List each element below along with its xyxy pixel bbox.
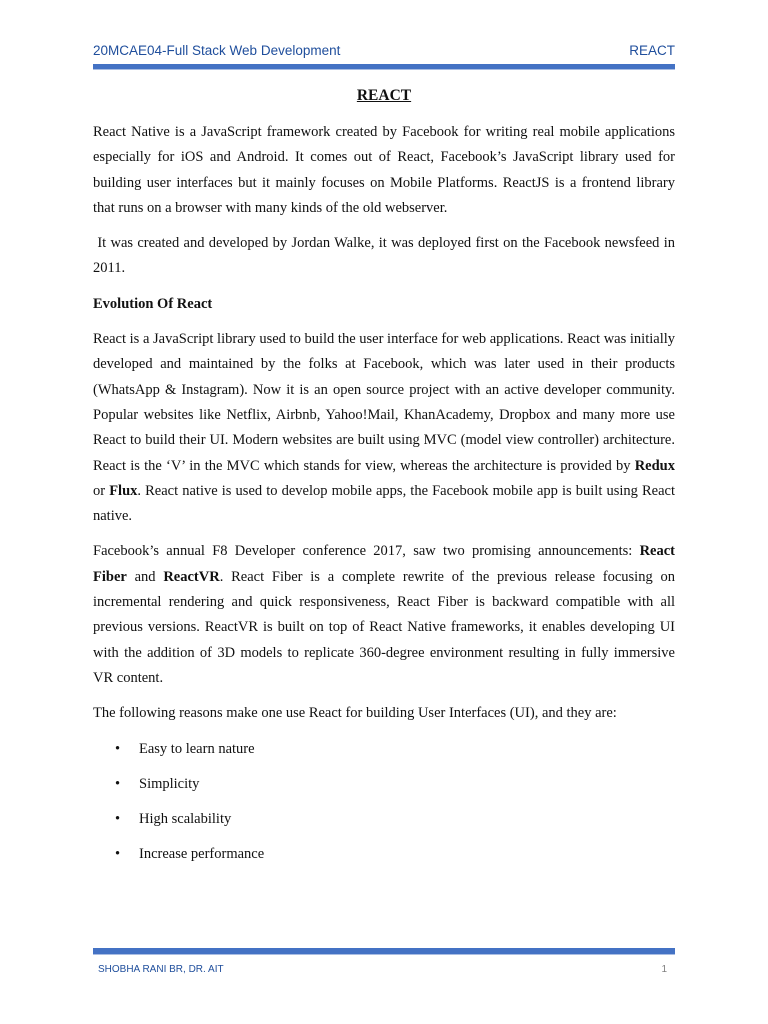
paragraph-f8-intro: Facebook’s annual F8 Developer conference 2017, saw two promising announcements:: [93, 543, 633, 560]
list-item: [93, 807, 675, 832]
or-text: or: [93, 482, 106, 499]
list-item: [93, 772, 675, 797]
bullet-icon: •: [115, 810, 121, 827]
paragraph-reasons-intro: The following reasons make one use React for building User Interfaces (UI), and they are:: [93, 705, 617, 722]
list-item-text: High scalability: [139, 810, 232, 827]
section-heading-evolution: Evolution Of React: [93, 295, 213, 312]
paragraph-f8: [93, 539, 675, 691]
page-number: 1: [661, 964, 667, 975]
list-item: [93, 842, 675, 867]
flux-term: Flux: [109, 482, 138, 499]
redux-term: Redux: [634, 457, 675, 474]
bullet-icon: •: [115, 775, 121, 792]
reasons-list: [93, 737, 675, 867]
footer-divider: [93, 948, 675, 955]
paragraph-creator: [93, 231, 675, 282]
list-item: [93, 737, 675, 762]
paragraph-evolution: [93, 327, 675, 529]
paragraph-evolution-tail: . React native is used to develop mobile apps, the Facebook mobile app is built using React native.: [93, 482, 675, 525]
paragraph-f8-rest: . React Fiber is a complete rewrite of the previous release focusing on incremental rendering and quick responsiveness, React Fiber is backward compatible with all previous versions. ReactVR is built on top of React Native frameworks, it enables developing UI with the addition of 3D models to replicate 360-degree environment resulting in fully immersive VR content.: [93, 568, 675, 686]
header-topic: REACT: [629, 43, 675, 58]
footer-authors: SHOBHA RANI BR, DR. AIT: [98, 964, 224, 975]
and-text: and: [134, 568, 156, 585]
header-divider: [93, 64, 675, 70]
react-fiber-term: React Fiber: [93, 543, 675, 585]
list-item-text: Easy to learn nature: [139, 740, 255, 757]
page-title: REACT: [356, 87, 412, 104]
header-course-title: 20MCAE04-Full Stack Web Development: [93, 43, 341, 58]
paragraph-evolution-text: React is a JavaScript library used to build the user interface for web applications. React was initially developed and maintained by the folks at Facebook, which was later used in their products (WhatsApp & Instagram). Now it is an open source project with an active developer community. Popular websites like Netflix, Airbnb, Yahoo!Mail, KhanAcademy, Dropbox and many more use React to build their UI. Modern websites are built using MVC (model view controller) architecture. React is the ‘V’ in the MVC which stands for view, whereas the architecture is provided by: [93, 331, 675, 474]
document-body: [93, 120, 675, 877]
reactvr-term: ReactVR: [163, 568, 220, 585]
bullet-icon: •: [115, 845, 121, 862]
paragraph-creator-text: It was created and developed by Jordan Walke, it was deployed first on the Facebook newsfeed in 2011.: [93, 235, 675, 277]
list-item-text: Simplicity: [139, 775, 200, 792]
list-item-text: Increase performance: [139, 845, 265, 862]
bullet-icon: •: [115, 740, 121, 757]
paragraph-intro: React Native is a JavaScript framework created by Facebook for writing real mobile applications especially for iOS and Android. It comes out of React, Facebook’s JavaScript library used for building user interfaces but it mainly focuses on Mobile Platforms. ReactJS is a frontend library that runs on a browser with many kinds of the old webserver.: [93, 124, 675, 216]
